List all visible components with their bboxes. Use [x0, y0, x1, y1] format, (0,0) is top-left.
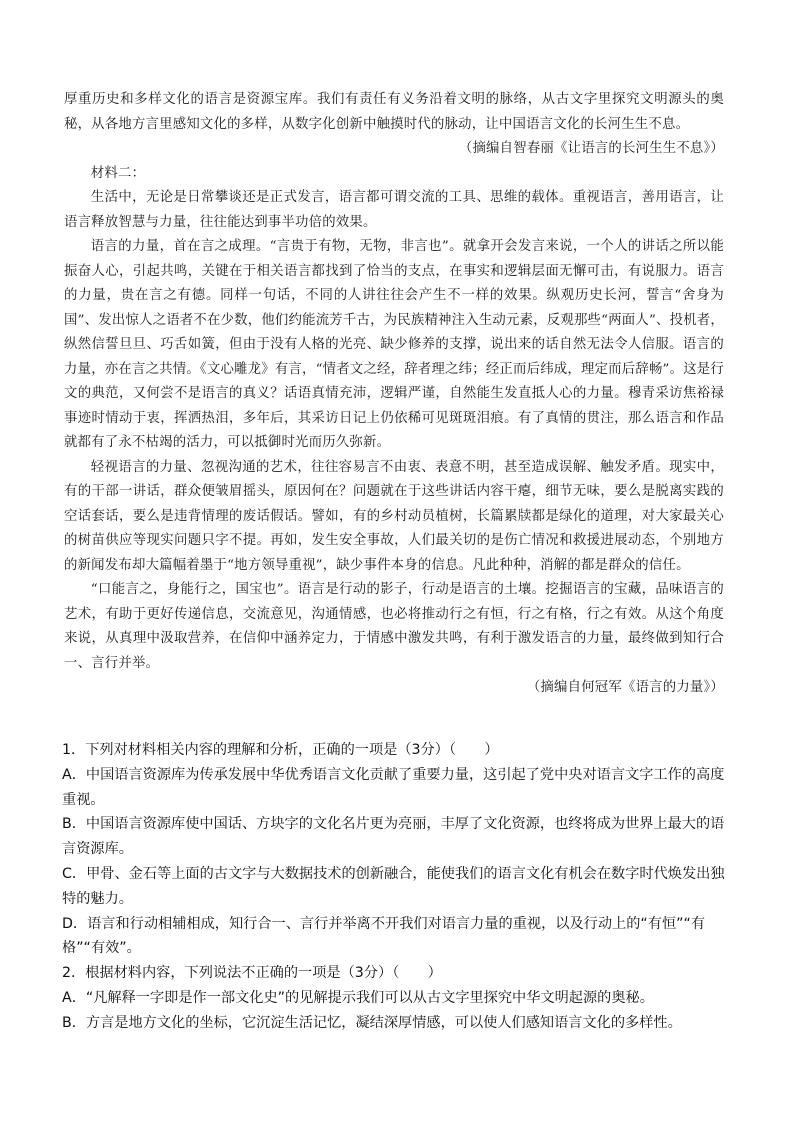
material-2-label: 材料二：: [90, 165, 146, 181]
material-2-paragraph-2: 语言的力量，首在言之成理。“言贵于有物，无物，非言也”。就拿开会发言来说，一个人的讲话之所以能振奋人心，引起共鸣，关键在于相关语言都找到了恰当的支点，在事实和逻辑层面无懈可击，有说服力。语言的力量，贵在言之有德。同样一句话，不同的人讲往往会产生不一样的效果。纵观历史长河，誓言“舍身为国”、发出惊人之语者不在少数，他们约能流芳千古，为民族精神注入生动元素，反观那些“两面人”、投机者，纵然信誓旦旦、巧舌如簧，但由于没有人格的光亮、缺少修养的支撑，说出来的话自然无法令人信服。语言的力量，亦在言之共情。《文心雕龙》有言，“情者文之经，辞者理之纬；经正而后纬成，理定而后辞畅”。这是行文的典范，又何尝不是语言的真义？话语真情充沛，逻辑严谨，自然能生发直抵人心的力量。穆青采访焦裕禄事迹时情动于衷，挥洒热泪，多年后，其采访日记上仍依稀可见斑斑泪痕。有了真情的贯注，那么语言和作品就都有了永不枯竭的活力，可以抵御时光而历久弥新。: [64, 239, 724, 450]
question-1-stem: 1．下列对材料相关内容的理解和分析，正确的一项是（3分）（ ）: [62, 742, 499, 758]
reading-passage: [64, 88, 724, 701]
question-1-option-c[interactable]: C．甲骨、金石等上面的古文字与大数据技术的创新融合，能使我们的语言文化有机会在数字时代焕发出独特的魅力。: [62, 865, 725, 907]
question-1-option-d[interactable]: D．语言和行动相辅相成，知行合一、言行并举离不开我们对语言力量的重视，以及行动上的“有恒”“有格”“有效”。: [62, 915, 706, 957]
question-section: [62, 738, 732, 1036]
question-1-option-b[interactable]: B．中国语言资源库使中国话、方块字的文化名片更为亮丽，丰厚了文化资源，也终将成为世界上最大的语言资源库。: [62, 816, 725, 858]
material-2-paragraph-3: 轻视语言的力量、忽视沟通的艺术，往往容易言不由衷、表意不明，甚至造成误解、触发矛盾。现实中，有的干部一讲话，群众便皱眉摇头，原因何在？问题就在于这些讲话内容干瘪，细节无味，要么是脱离实践的空话套话，要么是违背情理的废话假话。譬如，有的乡村动员植树，长篇累牍都是绿化的道理，对大家最关心的树苗供应等现实问题只字不提。再如，发生安全事故，人们最关切的是伤亡情况和救援进展动态，个别地方的新闻发布却大篇幅着墨于“地方领导重视”，缺少事件本身的信息。凡此种种，消解的都是群众的信任。: [64, 459, 724, 573]
passage-continuation: 厚重历史和多样文化的语言是资源宝库。我们有责任有义务沿着文明的脉络，从古文字里探究文明源头的奥秘，从各地方言里感知文化的多样，从数字化创新中触摸时代的脉动，让中国语言文化的长河生生不息。: [64, 92, 724, 132]
question-2-option-a[interactable]: A．“凡解释一字即是作一部文化史”的见解提示我们可以从古文字里探究中华文明起源的奥秘。: [62, 989, 654, 1006]
source-citation-1: （摘编自智春丽《让语言的长河生生不息》）: [458, 141, 724, 156]
question-2-stem: 2．根据材料内容，下列说法不正确的一项是（3分）（ ）: [62, 965, 442, 982]
question-2-option-b[interactable]: B．方言是地方文化的坐标，它沉淀生活记忆，凝结深厚情感，可以使人们感知语言文化的多样性。: [62, 1014, 682, 1031]
material-2-paragraph-1: 生活中，无论是日常攀谈还是正式发言，语言都可谓交流的工具、思维的载体。重视语言，善用语言，让语言释放智慧与力量，往往能达到事半功倍的效果。: [64, 190, 724, 230]
question-1-option-a[interactable]: A．中国语言资源库为传承发展中华优秀语言文化贡献了重要力量，这引起了党中央对语言文字工作的高度重视。: [62, 766, 725, 808]
source-citation-2: （摘编自何冠军《语言的力量》）: [526, 680, 724, 695]
material-2-paragraph-4: “口能言之，身能行之，国宝也”。语言是行动的影子，行动是语言的土壤。挖掘语言的宝藏，品味语言的艺术，有助于更好传递信息，交流意见，沟通情感，也必将推动行之有恒，行之有格，行之有效。从这个角度来说，从真理中汲取营养，在信仰中涵养定力，于情感中激发共鸣，有利于激发语言的力量，最终做到知行合一、言行并举。: [64, 582, 724, 671]
